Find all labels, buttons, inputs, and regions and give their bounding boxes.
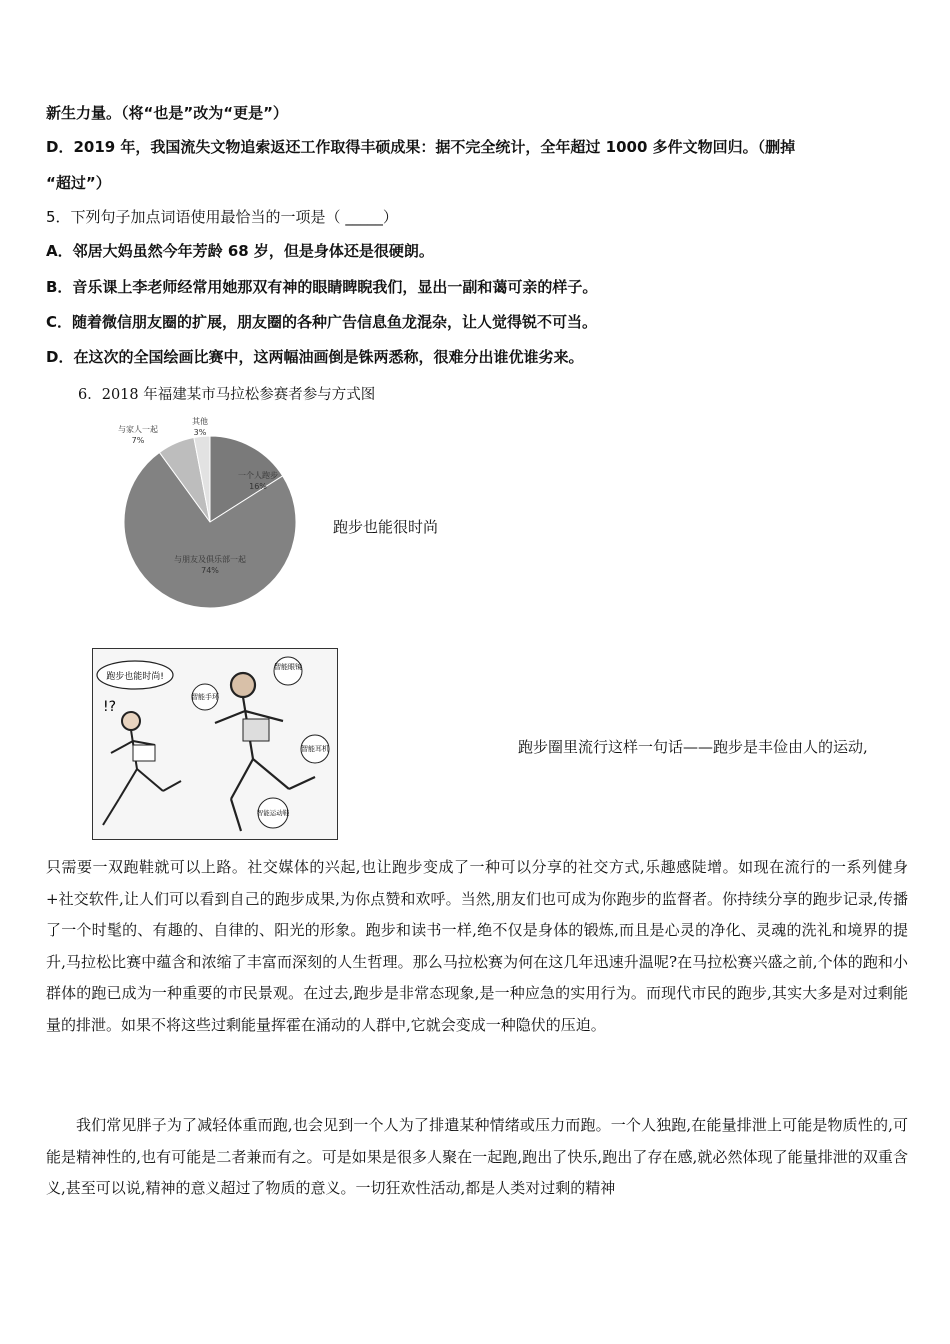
pie-label: 其他 (192, 417, 208, 426)
exclaim-mark: !? (103, 699, 117, 715)
q5-stem: 5．下列句子加点词语使用最恰当的一项是（ _____） (46, 208, 398, 226)
tag-band-text: 智能手环 (191, 693, 219, 701)
tag-shoes-text: 智能运动鞋 (256, 809, 290, 817)
q5-option-d: D．在这次的全国绘画比赛中，这两幅油画倒是铢两悉称，很难分出谁优谁劣来。 (46, 348, 584, 366)
q5-option-a: A．邻居大妈虽然今年芳龄 68 岁，但是身体还是很硬朗。 (46, 242, 434, 260)
tag-glasses (274, 657, 302, 685)
pie-label: 一个人跑步 (238, 471, 278, 480)
side-caption: 跑步也能很时尚 (333, 518, 439, 536)
runner-right-vest (243, 719, 269, 741)
pie-chart (110, 412, 310, 612)
comic-drawing (93, 649, 337, 839)
q4-option-d-cont: “超过”） (46, 174, 111, 192)
pie-value-label: 7% (131, 436, 145, 445)
pie-label: 与朋友及俱乐部一起 (174, 555, 246, 564)
passage-paragraph-2: 我们常见胖子为了减轻体重而跑,也会见到一个人为了排遣某种情绪或压力而跑。一个人独跑,在能量排泄上可能是物质性的,可能是精神性的,也有可能是二者兼而有之。可是如果是很多人聚在一起跑,跑出了快乐,跑出了存在感,就必然体现了能量排泄的双重含义,甚至可以说,精神的意义超过了物质的意义。一切狂欢性活动,都是人类对过剩的精神 (46, 1116, 908, 1197)
pie-value-label: 3% (193, 428, 207, 437)
q6-title: 6．2018 年福建某市马拉松参赛者参与方式图 (78, 387, 376, 403)
pie-label: 与家人一起 (118, 425, 158, 434)
q5-option-c: C．随着微信朋友圈的扩展，朋友圈的各种广告信息鱼龙混杂，让人觉得锐不可当。 (46, 313, 598, 331)
q4-line: 新生力量。（将“也是”改为“更是”） (46, 104, 288, 122)
q5-option-b: B．音乐课上李老师经常用她那双有神的眼睛睥睨我们，显出一副和蔼可亲的样子。 (46, 278, 598, 296)
passage-paragraph-1: 只需要一双跑鞋就可以上路。社交媒体的兴起,也让跑步变成了一种可以分享的社交方式,乐趣感陡增。如现在流行的一系列健身+社交软件,让人们可以看到自己的跑步成果,为你点赞和欢呼。当然,朋友们也可成为你跑步的监督者。你持续分享的跑步记录,传播了一个时髦的、有趣的、自律的、阳光的形象。跑步和读书一样,绝不仅是身体的锻炼,而且是心灵的净化、灵魂的洗礼和境界的提升,马拉松比赛中蕴含和浓缩了丰富而深刻的人生哲理。那么马拉松赛为何在这几年迅速升温呢?在马拉松赛兴盛之前,个体的跑和小群体的跑已成为一种重要的市民景观。在过去,跑步是非常态现象,是一种应急的实用行为。而现代市民的跑步,其实大多是对过剩能量的排泄。如果不将这些过剩能量挥霍在涌动的人群中,它就会变成一种隐伏的压迫。 (46, 858, 908, 1034)
runner-left (103, 712, 181, 825)
tag-earphone-text: 智能耳机 (301, 745, 329, 753)
comic-illustration (92, 648, 338, 840)
tag-glasses-text: 智能眼镜 (274, 663, 302, 671)
runner-left-bib (133, 745, 155, 761)
speech-bubble-text: 跑步也能时尚! (106, 672, 164, 682)
q4-option-d: D．2019 年，我国流失文物追索返还工作取得丰硕成果：据不完全统计，全年超过 1000 多件文物回归。（删掉 (46, 138, 796, 156)
pie-value-label: 16% (249, 482, 267, 491)
pie-value-label: 74% (201, 566, 219, 575)
comic-caption: 跑步圈里流行这样一句话——跑步是丰俭由人的运动, (518, 738, 868, 756)
